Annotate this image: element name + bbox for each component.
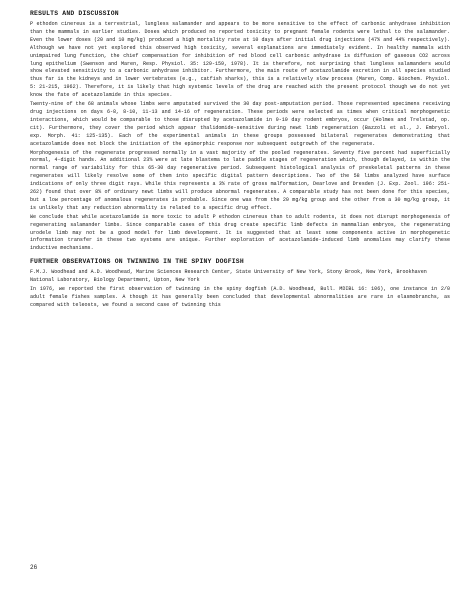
paragraph-toxicity: P ethodon cinereus is a terrestrial, lungless salamander and appears to be more sensitive to the effect of carbonic anhydrase inhibition than the mammals in earlier studies. Doses which produced no reported toxicity to pregnant female rodents were lethal to the salamander. Even the lower doses (20 and 10 mg/kg) produced a high mortality rate at 10 days after initial drug injections (47% and 44% respectively). Although we have not yet explored this observed high toxicity, several explanations are immediately evident. In healthy mammals with unimpaired lung function, the chief compensation for inhibition of red blood cell carbonic anhydrase is diffusion of gaseous CO2 across lung epithelium (Swenson and Maren, Resp. Physiol. 35: 129-159, 1978). It is therefore, not surprising that lungless salamanders would show elevated sensitivity to a carbonic anhydrase inhibitor. Furthermore, the main route of acetazolamide excretion in all species studied thus far is the kidneys and in lower vertebrates (e.g., catfish sharks), this is a relatively slow process (Maren, Comp. Biochem. Physiol. 5: 21-215, 1962). Therefore, it is likely that high systemic levels of the drug are reached with the present protocol though we do not yet know the fate of acetazolamide in this species.: [30, 21, 450, 99]
paragraph-morphogenesis: Morphogenesis of the regenerate progressed normally in a vast majority of the pooled regenerates. Seventy five percent had superficially normal, 4-digit hands. An additional 23% were at late blastema to late paddle stages of regeneration which, though delayed, is within the normal range of variability for this 65-30 day regenerative period. Subsequent histological analysis of preskeletal patterns in these regenerates will likely resolve some of them into specific digital pattern descriptions. Two of the 58 limbs analyzed have surface indications of only three digit rays. While this represents a 3% rate of gross malformation, Dearlove and Dresden (J. Exp. Zool. 196: 251-262) found that over 8% of ordinary newt limbs will produce abnormal regenerates. A comparable study has not been done for this species, but a low percentage of anomalous regenerates is probable. Since one was from the 20 mg/kg group and the other from a 30 mg/kg group, it is unlikely that any reduction abnormality is related to a specific drug effect.: [30, 149, 450, 211]
paragraph-twinning: In 1976, we reported the first observation of twinning in the spiny dogfish (A.D. Woodhead, Bull. MDIBL 16: 106), one instance in 2/0 adult female fishes samples. A though it has generally been concluded that developmental abnormalities are rare in elasmobranchs, as compared with teleosts, we found a second case of twinning this: [30, 286, 450, 308]
paragraph-conclusion: We conclude that while acetazolamide is more toxic to adult P ethodon cinereus than to adult rodents, it does not disrupt morphogenesis of regenerating salamander limbs. Since comparable cases of this drug create specific limb defects in mammalian embryos, the regenerating urodele limb may not be a good model for limb development. It is suggested that at least some components active in morphogenetic information transfer in these two systems are unique. Further exploration of acetazolamide-induced limb anomalies may clarify these inductive mechanisms.: [30, 213, 450, 252]
author-byline: F.M.J. Woodhead and A.D. Woodhead, Marine Sciences Research Center, State University of New York, Stony Brook, New York, Brookhaven National Laboratory, Biology Department, Upton, New York: [30, 269, 427, 284]
paragraph-survival: Twenty-nine of the 68 animals whose limbs were amputated survived the 30 day post-amputation period. Those represented specimens receiving drug injections on days 6-8, 8-10, 11-13 and 14-16 of regeneration. These periods were selected as times when critical morphogenetic interactions, which would be comparable to those disrupted by acetazolamide in 9-10 day rodent embryos, occur (Holmes and Trelstad, op. cit). Furthermore, they cover the period which appear thalidomide-sensitive during newt limb regeneration (Bazzoli et al., J. Embryol. exp. Morph. 41: 125-135). Each of the experimental animals in these groups possessed bilateral regenerates demonstrating that acetazolamide does not block the initiation of the epimorphic response nor subsequent outgrowth of the regenerate.: [30, 101, 450, 147]
section-heading-results: RESULTS AND DISCUSSION: [30, 10, 119, 17]
section-heading-twinning: FURTHER OBSERVATIONS ON TWINNING IN THE SPINY DOGFISH: [30, 258, 244, 266]
page-number: 26: [30, 564, 38, 571]
